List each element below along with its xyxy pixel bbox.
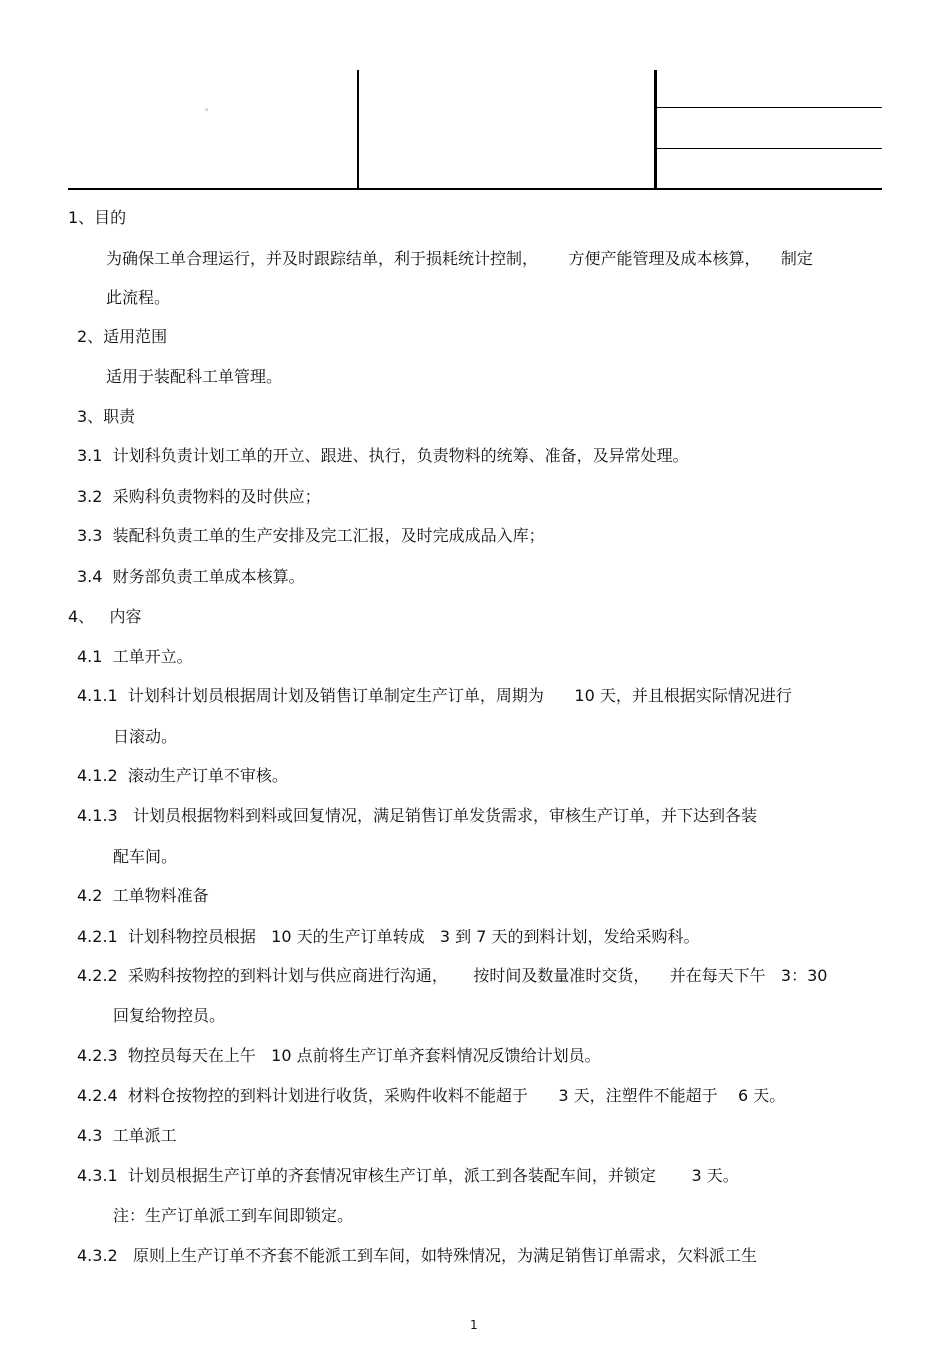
header-row-line-1 [656, 107, 882, 108]
header-row-line-2 [656, 148, 882, 149]
clause-line: 3.3 装配科负责工单的生产安排及完工汇报，及时完成成品入库； [77, 526, 545, 545]
clause-line: 4.2.4 材料仓按物控的到料计划进行收货，采购件收料不能超于 3 天，注塑件不能超于 6 天。 [77, 1086, 786, 1105]
clause-line: 4.3.2 原则上生产订单不齐套不能派工到车间，如特殊情况，为满足销售订单需求，欠料派工生 [77, 1246, 757, 1265]
note-line: 注：生产订单派工到车间即锁定。 [113, 1206, 354, 1225]
clause-line: 4.3.1 计划员根据生产订单的齐套情况审核生产订单，派工到各装配车间，并锁定 3 天。 [77, 1166, 739, 1185]
clause-line: 3.4 财务部负责工单成本核算。 [77, 567, 305, 586]
header-mark: 。 [205, 103, 215, 113]
clause-line: 4.2.2 采购科按物控的到料计划与供应商进行沟通， 按时间及数量准时交货， 并在每天下午 3：30 [77, 966, 828, 985]
clause-line: 4.1.1 计划科计划员根据周计划及销售订单制定生产订单，周期为 10 天，并且根据实际情况进行 [77, 686, 792, 705]
section-heading-responsibility: 3、职责 [77, 407, 136, 426]
clause-line: 4.1.3 计划员根据物料到料或回复情况，满足销售订单发货需求，审核生产订单，并下达到各装 [77, 806, 757, 825]
paragraph-line: 此流程。 [106, 288, 171, 307]
clause-line: 4.2 工单物料准备 [77, 886, 209, 905]
page-number: 1 [470, 1318, 478, 1332]
clause-continuation: 配车间。 [113, 847, 178, 866]
clause-line: 4.1.2 滚动生产订单不审核。 [77, 766, 288, 785]
section-heading-scope: 2、适用范围 [77, 327, 168, 346]
header-divider-right [654, 70, 657, 190]
header-divider-left [357, 70, 359, 190]
clause-line: 4.2.1 计划科物控员根据 10 天的生产订单转成 3 到 7 天的到料计划，发给采购科。 [77, 927, 700, 946]
clause-line: 4.1 工单开立。 [77, 647, 193, 666]
clause-line: 4.2.3 物控员每天在上午 10 点前将生产订单齐套料情况反馈给计划员。 [77, 1046, 601, 1065]
clause-continuation: 日滚动。 [113, 727, 178, 746]
clause-line: 4.3 工单派工 [77, 1126, 177, 1145]
paragraph-line: 适用于装配科工单管理。 [106, 367, 283, 386]
clause-line: 3.1 计划科负责计划工单的开立、跟进、执行，负责物料的统筹、准备，及异常处理。 [77, 446, 689, 465]
section-heading-content: 4、 内容 [68, 607, 142, 626]
header-bottom-rule [68, 188, 882, 190]
clause-line: 3.2 采购科负责物料的及时供应； [77, 487, 321, 506]
section-heading-purpose: 1、目的 [68, 208, 127, 227]
paragraph-line: 为确保工单合理运行，并及时跟踪结单，利于损耗统计控制， 方便产能管理及成本核算， 制定 [106, 249, 813, 268]
clause-continuation: 回复给物控员。 [113, 1006, 226, 1025]
